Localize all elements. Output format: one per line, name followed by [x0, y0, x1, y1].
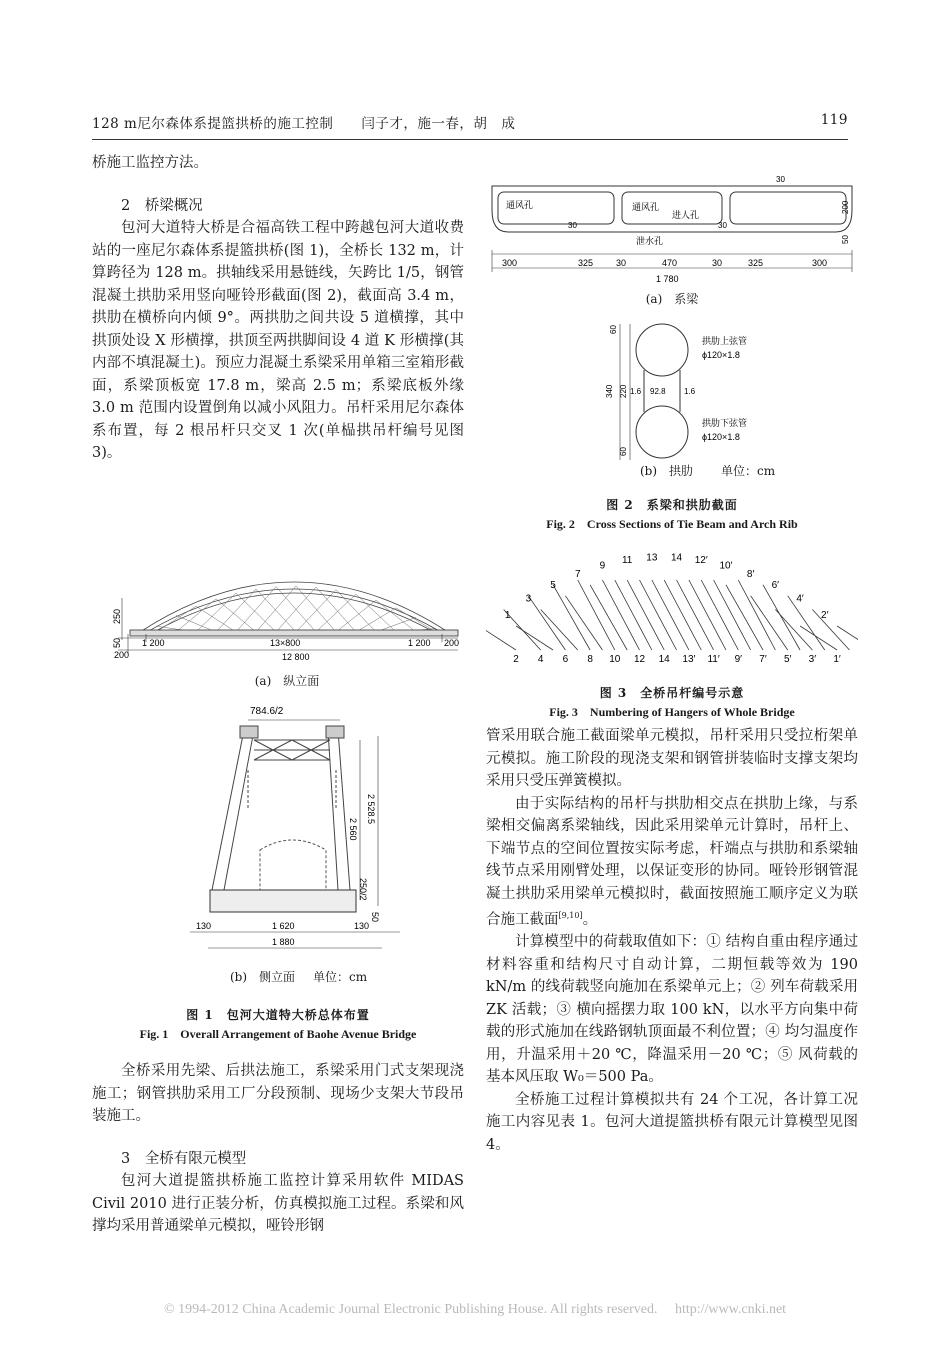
box-girder-outline — [492, 186, 852, 232]
hanger — [236, 593, 276, 632]
citation-ref[interactable]: [9,10] — [558, 911, 583, 920]
fig2b-dim: 60 — [609, 325, 618, 334]
hanger-line — [677, 580, 714, 650]
fig1-dim: 12 800 — [282, 652, 310, 662]
lower-chord-size: ϕ120×1.8 — [702, 432, 740, 442]
hanger-line — [525, 593, 565, 650]
dimension-lines — [190, 720, 400, 948]
fig1-caption-cn: 图 1 包河大道特大桥总体布置 — [186, 1008, 370, 1022]
lower-chord — [636, 406, 688, 458]
upper-chord-label: 拱肋上弦管 — [702, 336, 748, 346]
hanger-label-bottom: 2 — [513, 654, 519, 665]
hanger-line — [837, 626, 858, 650]
paragraph-continued: 管采用联合施工截面梁单元模拟，吊杆采用只受拉桁架单元模拟。施工阶段的现浇支架和钢管拼装临时支撑支架均采用只受压弹簧模拟。 — [486, 728, 858, 789]
fig1b-dim: 2 560 — [348, 818, 358, 841]
fig1b-dim: 1 620 — [272, 921, 295, 931]
hanger — [256, 589, 296, 632]
fig1-dim: 200 — [114, 650, 130, 660]
hanger-line — [701, 580, 738, 650]
fig2a-dim: 30 — [718, 221, 727, 230]
fig2b-dim: 1.6 — [630, 387, 642, 396]
hanger-line — [664, 580, 701, 650]
fig3-caption-en: Fig. 3 Numbering of Hangers of Whole Bridge — [549, 705, 795, 719]
fig2-sub-a: (a) 系梁 — [645, 292, 699, 306]
hanger — [176, 615, 216, 632]
hanger-label-top: 10′ — [719, 560, 733, 572]
fig2a-dim: 30 — [568, 221, 577, 230]
header-rule — [92, 139, 848, 140]
tie-beam-section — [210, 890, 356, 912]
hanger-label-bottom: 14 — [658, 654, 670, 665]
hanger-line — [751, 596, 788, 650]
fig2a-dim: 1 780 — [656, 274, 679, 284]
fig1-dim: 1 200 — [408, 638, 431, 648]
fig1-elevation-drawing — [112, 560, 462, 666]
header-authors: 闫子才，施一春，胡 成 — [361, 116, 516, 132]
hanger — [336, 590, 376, 632]
fig1b-dim: 1 880 — [272, 937, 295, 947]
hanger-label-top: 6′ — [771, 579, 780, 591]
hanger-line — [652, 580, 689, 650]
fig1b-dim: 130 — [196, 921, 212, 931]
fig2a-dim: 30 — [776, 175, 785, 184]
hanger-label-bottom: 11′ — [707, 654, 720, 665]
fig1-dim: 200 — [444, 638, 460, 648]
hanger — [316, 587, 356, 632]
fig2-caption-en: Fig. 2 Cross Sections of Tie Beam and Arch Rib — [546, 517, 798, 531]
fig1-dim: 1 200 — [142, 638, 165, 648]
hanger — [196, 606, 236, 632]
fig1-sub-a: (a) 纵立面 — [254, 674, 320, 688]
fig1b-dim: 784.6/2 — [250, 706, 284, 717]
fig1-dim: 50 — [112, 637, 122, 648]
vent-label: 通风孔 — [632, 202, 660, 212]
rib-frame — [212, 726, 350, 890]
hanger-label-top: 7 — [574, 568, 581, 580]
fig2b-dim: 60 — [619, 447, 628, 456]
manhole-label: 进人孔 — [672, 210, 700, 220]
section-3-title: 3 全桥有限元模型 — [121, 1150, 247, 1167]
fig2a-dim: 30 — [712, 258, 723, 268]
hanger-label-bottom: 7′ — [759, 654, 767, 665]
fig2b-dim: 220 — [619, 384, 628, 398]
hanger-label-top: 13 — [646, 552, 658, 564]
hanger-label-bottom: 5′ — [783, 654, 792, 665]
fig2-arch-rib-drawing — [600, 322, 800, 470]
fig2a-dim: 300 — [812, 258, 828, 268]
cell-3 — [730, 192, 846, 224]
fig3-hanger-drawing — [486, 540, 858, 670]
paragraph-cases: 全桥施工过程计算模拟共有 24 个工况，各计算工况施工内容见表 1。包河大道提篮拱桥有限元计算模型见图 4。 — [486, 1091, 858, 1153]
hanger-line — [565, 596, 602, 650]
top-hanger-labels — [505, 552, 829, 621]
hanger-line — [689, 580, 726, 650]
tie-beam — [130, 630, 458, 636]
hanger — [356, 594, 396, 632]
paragraph-rigid-arm-end: 。 — [582, 911, 598, 928]
hanger-label-top: 1 — [504, 610, 511, 621]
upper-chord — [636, 324, 688, 376]
header-title: 128 m尼尔森体系提篮拱桥的施工控制 — [92, 116, 334, 132]
hanger-label-top: 12′ — [694, 555, 708, 567]
hanger-label-bottom: 13′ — [682, 654, 696, 665]
hanger-label-bottom: 3′ — [808, 654, 817, 665]
intro-tail: 桥施工监控方法。 — [92, 155, 208, 171]
hanger — [396, 608, 436, 632]
paragraph-rigid-arm-text: 由于实际结构的吊杆与拱肋相交点在拱肋上缘，与系梁相交偏离系梁轴线，因此采用梁单元计算时，吊杆上、下端节点的空间位置按实际考虑，杆端点与拱肋和系梁轴线节点采用刚臂处理，以保证变形的协同。哑铃形钢管混凝土拱肋采用梁单元模拟时，截面按照施工顺序定义为联合施工截面 — [486, 795, 858, 928]
fig1b-dim: 130 — [354, 921, 370, 931]
hanger-line — [541, 610, 578, 650]
hanger-line — [640, 580, 677, 650]
fig2b-dim: 1.6 — [684, 387, 696, 396]
fig1b-dim: 2 528.5 — [366, 794, 376, 825]
fig1-sub-b-label: (b) 侧立面 — [230, 970, 296, 984]
hanger-label-bottom: 9′ — [734, 654, 743, 665]
hanger-line — [800, 626, 837, 650]
fig2a-dim: 300 — [502, 258, 518, 268]
hanger-label-top: 9 — [599, 560, 606, 572]
paragraph-loads: 计算模型中的荷载取值如下：① 结构自重由程序通过材料容重和结构尺寸自动计算，二期恒载等效为 190 kN/m 的线荷载竖向施加在系梁单元上；② 列车荷载采用 ZK 活载；③ 横向摇摆力取 100 kN，以水平方向集中荷载的形式施加在线路钢轨顶面最不利位置；④ 均匀温度作用，升温采用＋20 ℃，降温采用－20 ℃；⑤ 风荷载的基本风压取 W₀＝500 Pa。 — [486, 934, 858, 1086]
hanger-label-bottom: 10 — [609, 654, 621, 665]
section-2-paragraph: 包河大道特大桥是合福高铁工程中跨越包河大道收费站的一座尼尔森体系提篮拱桥(图 1)，全桥长 132 m，计算跨径为 128 m。拱轴线采用悬链线，矢跨比 1/5，钢管混凝土拱肋采用竖向哑铃形截面(图 2)，截面高 3.4 m，拱肋在横桥向内倾 9°。两拱肋之间共设 5 道横撑，其中拱顶处设 X 形横撑，拱顶至两拱脚间设 4 道 K 形横撑(其内部不填混凝土)。预应力混凝土系梁采用单箱三室箱形截面，系梁顶板宽 17.8 m，梁高 2.5 m；系梁底板外缘 3.0 m 范围内设置倒角以减小风阻力。吊杆采用尼尔森体系布置，每 2 根吊杆只交叉 1 次(单榀拱吊杆编号见图 3)。 — [92, 220, 464, 461]
hanger-line — [578, 580, 615, 650]
construction-paragraph: 全桥采用先梁、后拱法施工，系梁采用门式支架现浇施工；钢管拱肋采用工厂分段预制、现场少支架大节段吊装施工。 — [92, 1063, 464, 1124]
tie-beam-outline — [260, 840, 326, 894]
hanger-label-top: 2′ — [821, 610, 829, 621]
fig1-dim: 250 — [112, 608, 122, 624]
hanger — [256, 586, 296, 632]
fig1-dim: 13×800 — [270, 638, 301, 648]
fig1-sub-b — [230, 968, 367, 985]
hanger-label-bottom: 12 — [633, 654, 646, 665]
fig2-sub-b-label: (b) 拱肋 — [640, 464, 694, 478]
hanger-line — [486, 626, 516, 650]
copyright-footer: © 1994-2012 China Academic Journal Electronic Publishing House. All rights reserved. http://www.cnki.net — [163, 1302, 787, 1317]
vent-label: 通风孔 — [506, 200, 534, 210]
fig2b-dim: 340 — [605, 384, 614, 398]
fig2-unit: 单位：cm — [721, 464, 776, 478]
right-column-text — [486, 725, 858, 1156]
fig2a-dim: 200 — [841, 200, 850, 214]
hanger-label-top: 14 — [670, 552, 683, 564]
hanger-label-top: 11 — [621, 555, 633, 567]
hanger-label-bottom: 6 — [562, 654, 569, 665]
hanger-line — [714, 580, 751, 650]
lower-chord-label: 拱肋下弦管 — [702, 418, 748, 428]
paragraph-rigid-arm — [486, 793, 858, 932]
fig1-unit: 单位：cm — [313, 970, 368, 984]
hanger-line — [812, 610, 849, 650]
hanger-line — [627, 580, 664, 650]
fig1-side-drawing — [150, 700, 450, 962]
hanger-lines — [486, 580, 858, 650]
running-header — [92, 112, 848, 132]
hanger-label-top: 3 — [525, 593, 532, 605]
hanger-line — [775, 610, 812, 650]
left-column-top — [92, 152, 464, 465]
fig2a-dim: 470 — [662, 258, 678, 268]
upper-chord-size: ϕ120×1.8 — [702, 350, 740, 360]
fig1b-dim: 50 — [370, 912, 380, 923]
section-3-paragraph: 包河大道提篮拱桥施工监控计算采用软件 MIDAS Civil 2010 进行正装分析，仿真模拟施工过程。系梁和风撑均采用普通梁单元模拟，哑铃形钢 — [92, 1173, 464, 1234]
hanger — [296, 586, 336, 632]
hanger-line — [788, 593, 825, 650]
hanger — [316, 594, 356, 632]
hanger-line — [726, 585, 763, 650]
fig2a-dim: 325 — [748, 258, 764, 268]
hanger-label-top: 4′ — [796, 593, 804, 605]
hanger-label-top: 8′ — [746, 568, 755, 580]
hanger-label-bottom: 4 — [537, 654, 544, 665]
hanger — [296, 590, 336, 632]
left-column-bottom — [92, 1060, 464, 1238]
hanger-label-bottom: 1′ — [833, 654, 841, 665]
hanger-label-bottom: 8 — [587, 654, 593, 665]
fig2-tie-beam-drawing — [486, 170, 858, 300]
section-2-title: 2 桥梁概况 — [121, 197, 203, 214]
fig2-sub-b — [640, 462, 775, 479]
hanger — [236, 587, 276, 632]
fig2b-dim: 92.8 — [650, 387, 666, 396]
fig3-caption-cn: 图 3 全桥吊杆编号示意 — [599, 686, 745, 700]
fig2a-dim: 325 — [578, 258, 594, 268]
hanger — [216, 599, 256, 632]
bottom-hanger-labels — [513, 654, 841, 665]
hanger-line — [763, 585, 800, 650]
fig2a-dim: 30 — [616, 258, 627, 268]
fig1b-dim: 250/2 — [358, 878, 368, 901]
hanger-label-top: 5 — [550, 579, 556, 591]
page-number: 119 — [820, 112, 848, 128]
hanger-line — [615, 580, 652, 650]
fig2-caption-cn: 图 2 系梁和拱肋截面 — [606, 498, 738, 512]
fig1-caption-en: Fig. 1 Overall Arrangement of Baohe Avenue Bridge — [139, 1027, 417, 1041]
fig2a-dim: 50 — [841, 235, 850, 244]
drain-label: 泄水孔 — [636, 236, 664, 246]
